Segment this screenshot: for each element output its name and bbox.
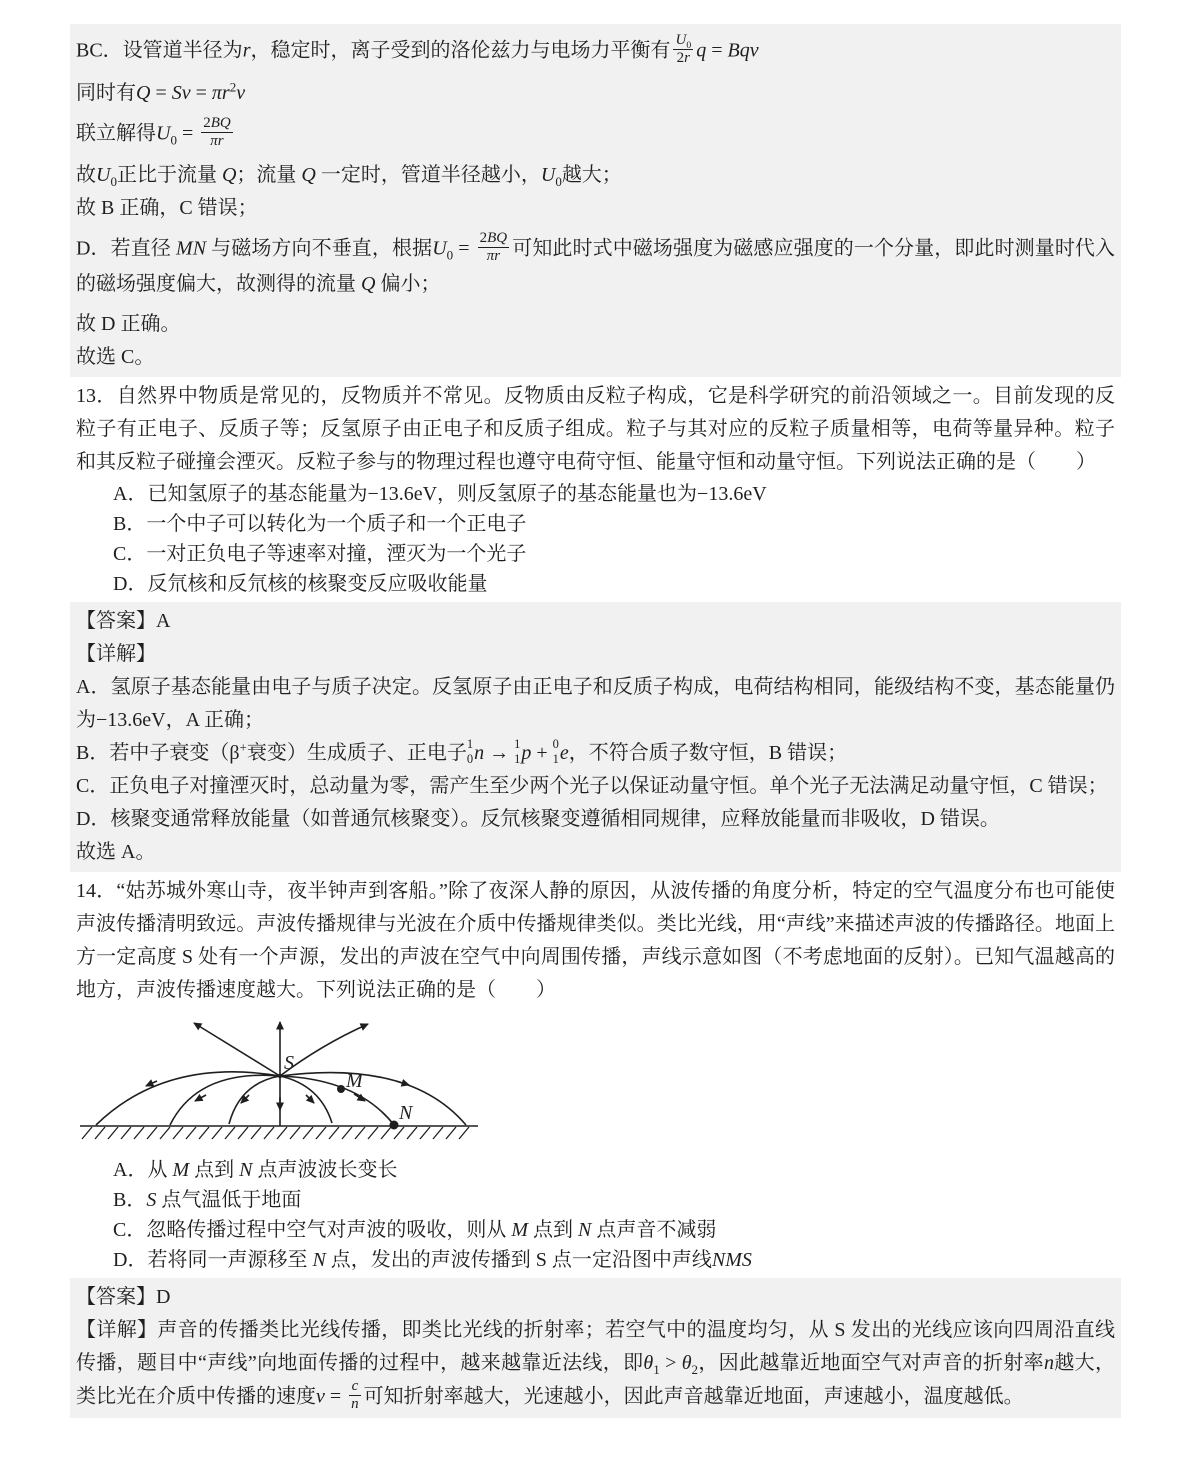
math-variable: Sv	[171, 81, 191, 104]
figure-labels	[284, 1052, 414, 1124]
q14-option-c: C．忽略传播过程中空气对声波的吸收，则从 M 点到 N 点声音不减弱	[113, 1218, 717, 1241]
q14-answer: 【答案】D	[76, 1285, 171, 1308]
math-variable: N	[578, 1218, 592, 1241]
math-variable: NMS	[711, 1248, 752, 1271]
math-variable: U	[96, 164, 111, 186]
sound-rays	[80, 1022, 478, 1139]
line-answer-c: 故选 C。	[76, 345, 155, 368]
line-d-correct: 故 D 正确。	[76, 312, 181, 335]
q14-detail: 【详解】声音的传播类比光线传播，即类比光线的折射率；若空气中的温度均匀，从 S 发出的光线应该向四周沿直线传播，题目中“声线”向地面传播的过程中，越来越靠近法线，即$\theta_1 > \theta_2$，因此越靠近地面空气对声音的折射率n越大，类比光在介质中传播的速度v = $\frac{c}{n}$ 可知折射率越大，光速越小，因此声音越靠近地面，声速越小，温度越低。	[76, 1318, 1116, 1412]
math-variable: U	[540, 164, 556, 186]
answer-explanation-q14	[70, 1278, 1121, 1419]
q14-option-b: B．S 点气温低于地面	[113, 1188, 302, 1211]
fraction: $\frac{U_0}{2r}$	[675, 32, 692, 67]
math-variable: U	[675, 32, 687, 48]
math-variable: q	[696, 39, 707, 62]
subscript: 0	[686, 40, 692, 51]
math-variable: c	[351, 1377, 359, 1394]
line-u0-result: 联立解得$U_0$ = $\frac{2BQ}{\pi r}$	[76, 114, 231, 149]
q13-option-c: C．一对正负电子等速率对撞，湮灭为一个光子	[113, 542, 527, 565]
q12-explanation-text	[76, 34, 1115, 374]
question-13	[70, 377, 1121, 602]
point-m-label: M	[346, 1069, 363, 1092]
subscript: 0	[110, 174, 117, 189]
math-variable: M	[172, 1158, 190, 1181]
ray-right-outer	[280, 1069, 466, 1124]
answer-explanation-q12	[70, 24, 1121, 377]
q13-explanation-text	[76, 605, 1115, 869]
math-variable: Q	[301, 164, 316, 186]
math-variable: πr	[486, 248, 501, 265]
q13-option-d: D．反氘核和反氘核的核聚变反应吸收能量	[113, 572, 488, 595]
math-variable: Q	[221, 164, 237, 186]
q13-detail-b: B．若中子衰变（β+衰变）生成质子、正电子 1 0 n → 1 1 p + 0 1 e，不符合质子数守恒，B 错误；	[76, 737, 1115, 770]
q13-detail-d: D．核聚变通常释放能量（如普通氘核聚变）。反氘核聚变遵循相同规律，应释放能量而非吸收，D 错误。	[76, 807, 1000, 830]
math-variable: θ	[681, 1351, 692, 1374]
line-d-analysis: D．若直径 MN 与磁场方向不垂直，根据$U_0$ = $\frac{2BQ}{\pi r}$ 可知此时式中磁场强度为磁感应强度的一个分量，即此时测量时代入的磁场强度偏大，故测得的流量 Q 偏小；	[76, 230, 1116, 295]
q13-stem: 13．自然界中物质是常见的，反物质并不常见。反物质由反粒子构成，它是科学研究的前沿领域之一。目前发现的反粒子有正电子、反质子等；反氢原子由正电子和反质子组成。粒子与其对应的反粒子质量相等，电荷等量异种。粒子和其反粒子碰撞会湮灭。反粒子参与的物理过程也遵守电荷守恒、能量守恒和动量守恒。下列说法正确的是（ ）	[76, 384, 1115, 473]
superscript: 2	[229, 78, 237, 94]
q13-detail-c: C．正负电子对撞湮灭时，总动量为零，需产生至少两个光子以保证动量守恒。单个光子无法满足动量守恒，C 错误；	[76, 774, 1108, 797]
fraction	[349, 1378, 361, 1414]
math-variable: Q	[361, 272, 376, 295]
q13-detail-header: 【详解】	[76, 642, 156, 665]
sound-ray-figure	[78, 1013, 480, 1145]
source-point	[278, 1073, 282, 1077]
ground-hatching	[82, 1127, 469, 1139]
math-variable: U	[156, 121, 171, 144]
q14-stem: 14．“姑苏城外寒山寺，夜半钟声到客船。”除了夜深人静的原因，从波传播的角度分析，特定的空气温度分布也可能使声波传播清明致远。声波传播规律与光波在介质中传播规律类似。类比光线，用“声线”来描述声波的传播路径。地面上方一定高度 S 处有一个声源，发出的声波在空气中向周围传播，声线示意如图（不考虑地面的反射）。已知气温越高的地方，声波传播速度越大。下列说法正确的是（ ）	[76, 879, 1115, 1001]
sound-ray-diagram	[78, 1013, 1115, 1151]
math-variable: v	[316, 1384, 325, 1407]
q13-detail-a: A．氢原子基态能量由电子与质子决定。反氢原子由正电子和反质子构成，电荷结构相同，能级结构不变，基态能量仍为−13.6eV，A 正确；	[76, 675, 1115, 731]
superscript: +	[239, 738, 247, 754]
math-variable: n	[1044, 1351, 1055, 1374]
math-variable: MN	[176, 237, 207, 260]
math-variable: N	[312, 1248, 326, 1271]
figure-points	[278, 1073, 399, 1129]
q13-option-b: B．一个中子可以转化为一个质子和一个正电子	[113, 512, 527, 535]
math-variable: πr	[210, 132, 224, 149]
math-variable: S	[146, 1188, 157, 1211]
ray-left-middle	[170, 1075, 280, 1125]
math-variable: M	[511, 1218, 529, 1241]
subscript: 0	[555, 174, 562, 189]
line-u0-proportional: 故$U_0$正比于流量 Q；流量 Q 一定时，管道半径越小，$U_0$越大；	[76, 164, 622, 189]
answer-explanation-q13	[70, 602, 1121, 872]
nuclide-notation: 1 1 p	[514, 737, 532, 766]
q14-options	[76, 1155, 1115, 1275]
line-b-correct-c-wrong: 故 B 正确，C 错误；	[76, 197, 258, 219]
subscript: 0	[170, 131, 177, 147]
q13-answer: 【答案】A	[76, 609, 171, 632]
nuclide-notation: 0 1 e	[552, 737, 569, 766]
q14-explanation-text	[76, 1281, 1115, 1416]
q13-option-a: A．已知氢原子的基态能量为−13.6eV，则反氢原子的基态能量也为−13.6eV	[113, 482, 767, 505]
ray-up-left	[194, 1023, 280, 1076]
math-variable: BQ	[210, 114, 231, 131]
math-variable: πr	[211, 81, 230, 104]
fraction: $\frac{2BQ}{\pi r}$	[203, 114, 231, 149]
subscript: 2	[691, 1361, 699, 1377]
math-variable: BQ	[487, 230, 508, 246]
math-variable: r	[684, 50, 691, 67]
q14-stem-text	[76, 875, 1115, 1007]
subscript: 1	[653, 1361, 660, 1377]
ray-right-middle	[280, 1076, 394, 1125]
math-variable: N	[239, 1158, 253, 1181]
math-variable: Bqv	[727, 39, 759, 62]
fraction: $\frac{2BQ}{\pi r}$	[479, 230, 508, 265]
line-bc-setup: BC．设管道半径为r，稳定时，离子受到的洛伦兹力与电场力平衡有 $\frac{U_0}{2r}$ q = Bqv	[76, 32, 759, 67]
math-variable: n	[351, 1395, 359, 1412]
q14-option-d: D．若将同一声源移至 N 点，发出的声波传播到 S 点一定沿图中声线NMS	[113, 1248, 752, 1271]
point-n-dot	[390, 1120, 399, 1129]
math-variable: v	[236, 81, 246, 104]
ray-left-inner	[229, 1076, 280, 1124]
direction-arrows	[146, 1081, 409, 1110]
ray-right-inner	[280, 1076, 332, 1123]
q13-choose: 故选 A。	[76, 840, 156, 863]
point-m-dot	[337, 1085, 345, 1093]
line-flow-equation: 同时有$Q = Sv = \pi r^2v$	[76, 78, 246, 104]
point-n-label: N	[399, 1101, 413, 1124]
q14-option-a: A．从 M 点到 N 点声波波长变长	[113, 1158, 398, 1181]
math-variable: r	[242, 39, 251, 62]
q13-text	[76, 380, 1115, 599]
math-variable: Q	[136, 81, 151, 104]
nuclide-notation: 1 0 n	[466, 737, 485, 766]
math-variable: U	[432, 237, 447, 260]
source-label: S	[284, 1051, 294, 1074]
subscript: 0	[446, 247, 454, 263]
ray-left-outer	[96, 1071, 280, 1124]
math-variable: θ	[643, 1351, 654, 1374]
question-14	[70, 872, 1121, 1278]
